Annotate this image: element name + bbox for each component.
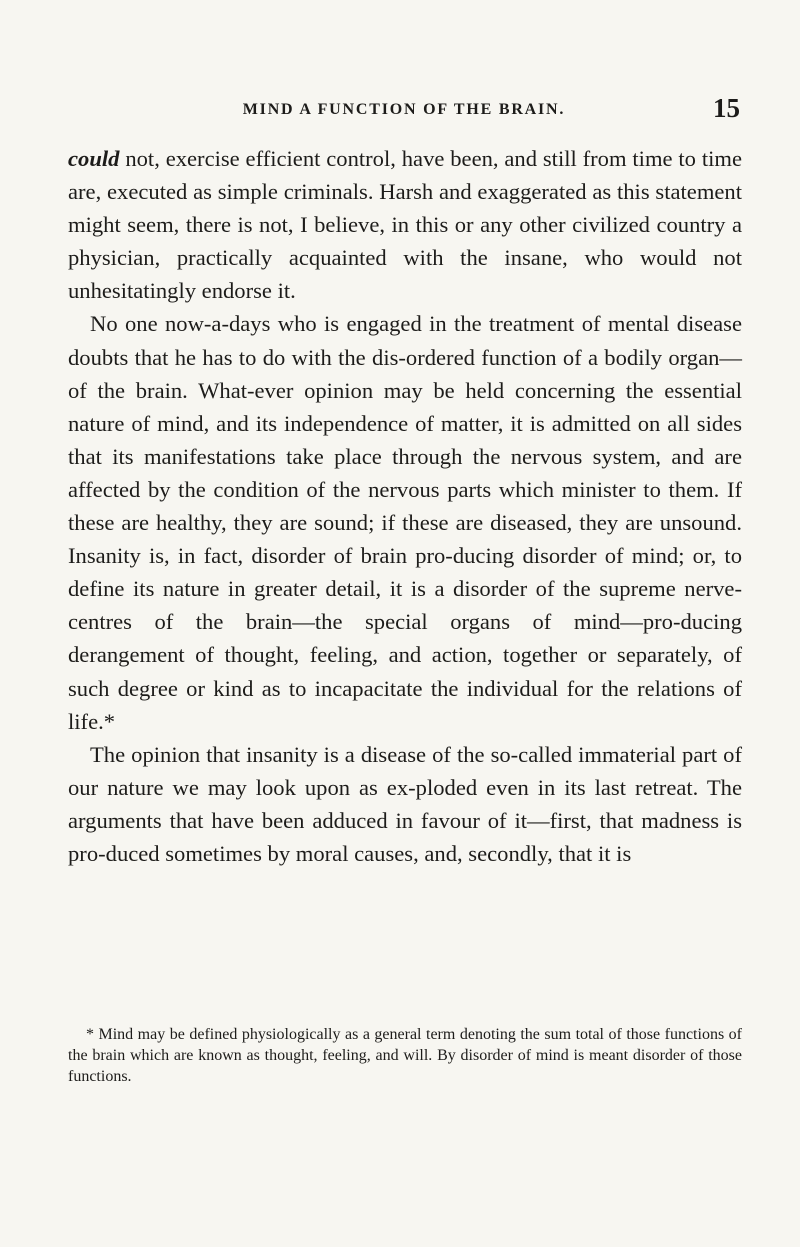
paragraph-1-lead-word: could — [68, 146, 120, 171]
body-text — [68, 142, 742, 870]
page-header — [68, 93, 740, 131]
footnote — [68, 1024, 742, 1088]
paragraph-1 — [68, 142, 742, 307]
paragraph-1-text: not, exercise efficient control, have been, and still from time to time are, executed as simple criminals. Harsh and exaggerated as this statement might seem, there is not, I believe, in this or any other civilized country a physician, practically acquainted with the insane, who would not unhesitatingly endorse it. — [68, 146, 742, 304]
paragraph-3: The opinion that insanity is a disease of the so-called immaterial part of our nature we may look upon as ex-ploded even in its last retreat. The arguments that have been adduced in favour of it—first, that madness is pro-duced sometimes by moral causes, and, secondly, that it is — [68, 741, 742, 866]
paragraph-2: No one now-a-days who is engaged in the treatment of mental disease doubts that he has to do with the dis-ordered function of a bodily organ—of the brain. What-ever opinion may be held concerning the essential nature of mind, and its independence of matter, it is admitted on all sides that its manifestations take place through the nervous system, and are affected by the condition of the nervous parts which minister to them. If these are healthy, they are sound; if these are diseased, they are unsound. Insanity is, in fact, disorder of brain pro-ducing disorder of mind; or, to define its nature in greater detail, it is a disorder of the supreme nerve-centres of the brain—the special organs of mind—pro-ducing derangement of thought, feeling, and action, together or separately, of such degree or kind as to incapacitate the individual for the relations of life.* — [68, 311, 742, 734]
running-head: MIND A FUNCTION OF THE BRAIN. — [242, 101, 566, 118]
footnote-text: * Mind may be defined physiologically as a general term denoting the sum total of those functions of the brain which are known as thought, feeling, and will. By disorder of mind is meant disorder of those functions. — [68, 1026, 742, 1086]
page-number: 15 — [713, 93, 740, 123]
